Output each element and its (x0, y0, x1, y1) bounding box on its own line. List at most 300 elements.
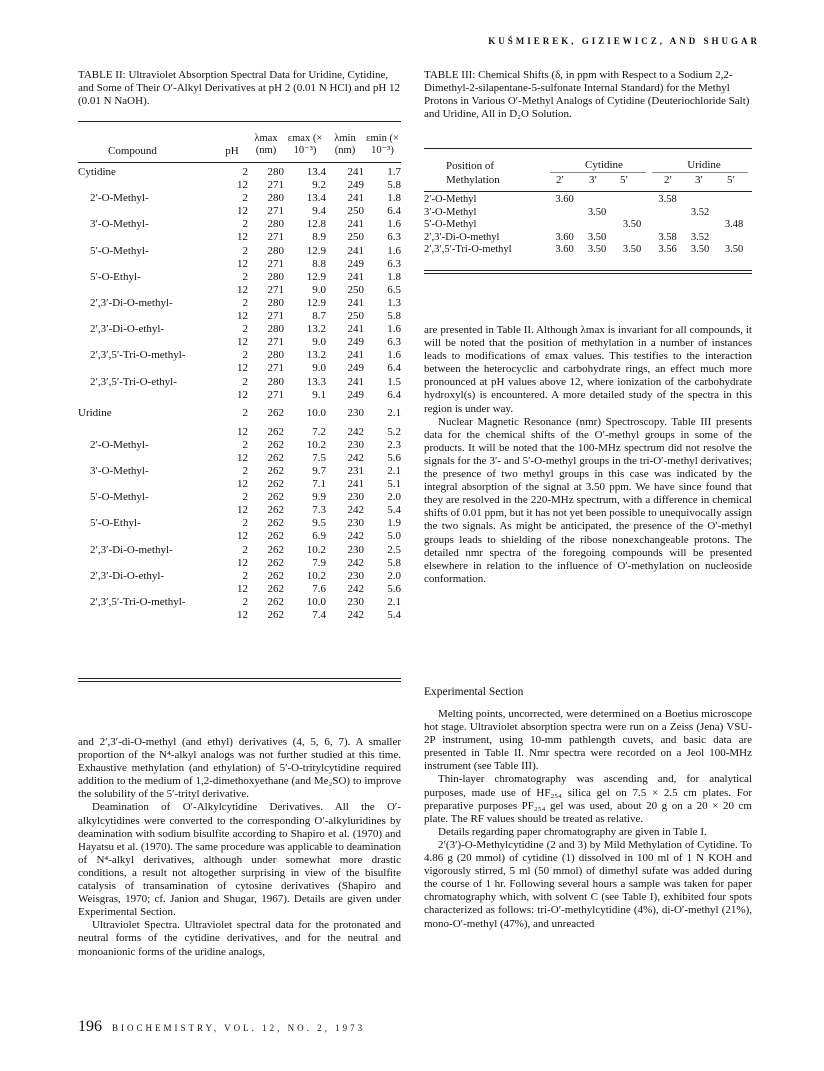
cell-emin: 6.4 (387, 205, 401, 218)
cell-shift (613, 232, 651, 245)
cell-emax: 13.2 (306, 323, 326, 336)
cell-compound: Cytidine (78, 166, 116, 178)
table-row (78, 205, 401, 218)
sub-c2: 2′ (556, 174, 564, 186)
cell-emin: 1.9 (387, 517, 401, 530)
cell-compound (78, 389, 216, 402)
cell-lmax: 280 (267, 323, 284, 336)
cell-emax: 10.0 (306, 407, 326, 420)
cell-emin: 2.3 (387, 438, 401, 451)
cell-ph: 12 (237, 310, 248, 323)
cell-compound: 2′,3′-Di-O-ethyl- (90, 323, 165, 336)
cell-lmax: 262 (267, 464, 284, 477)
cell-lmax: 262 (267, 609, 284, 621)
cell-ph: 2 (242, 218, 248, 231)
cell-lmin: 231 (347, 464, 364, 477)
cell-position: 2′,3′,5′-Tri-O-methyl (424, 244, 512, 255)
cell-shift (548, 207, 581, 220)
cell-lmax: 280 (267, 296, 284, 309)
table-row (78, 349, 401, 362)
cell-emin: 5.8 (387, 556, 401, 569)
cell-compound (78, 336, 216, 349)
cell-emin: 2.1 (387, 464, 401, 477)
cell-lmax: 262 (267, 451, 284, 464)
cell-lmax: 262 (267, 530, 284, 543)
page-number: 196 (78, 1018, 102, 1035)
table-row (78, 192, 401, 205)
cell-lmin: 250 (347, 205, 364, 218)
cell-emax: 10.0 (306, 595, 326, 608)
table-row (78, 179, 401, 192)
cell-lmax: 262 (267, 543, 284, 556)
table3-caption: TABLE III: Chemical Shifts (δ, in ppm with Respect to a Sodium 2,2-Dimethyl-2-silapentane-5-sulfonate Internal Standard) for the Methyl Protons in Various O′-Methyl Analogs of Cytidine (Deuteriochloride Salt) and Uridine, All in D₂O Solution. (424, 69, 750, 120)
cell-compound: 5′-O-Ethyl- (90, 270, 141, 283)
cell-lmax: 262 (267, 569, 284, 582)
cell-emax: 6.9 (312, 530, 326, 543)
table-row (78, 231, 401, 244)
cell-ph: 2 (242, 323, 248, 336)
cell-lmax: 271 (267, 283, 284, 296)
cell-compound: Uridine (78, 407, 112, 420)
cell-lmax: 271 (267, 257, 284, 270)
paragraph-nmr: Nuclear Magnetic Resonance (nmr) Spectroscopy. Table III presents data for the chemical shifts of the O′-methyl groups in some of the products. It will be noted that the 100-MHz spectrum did not resolve the signals for the 3′- and 5′-O-methyl groups in the tri-O′-methyl derivatives; the presence of two methyl groups in this case was indicated by the integral absorption of the signal at 3.50 ppm. We have since found that they are resolved in the 220-MHz spectrum, with a difference in chemical shifts of 0.01 ppm, but it has not yet been possible to unequivocally assign the two signals. As might be anticipated, the presence of the O′-methyl groups leads to shielding of the ribose nonexchangeable protons. The detailed nmr spectra of the foregoing compounds will be presented elsewhere in relation to the influence of O′-methylation on nucleoside conformation. (424, 415, 752, 585)
cell-compound (78, 258, 216, 271)
table3-header-rule (424, 191, 752, 192)
cell-ph: 2 (242, 192, 248, 205)
cell-shift: 3.50 (587, 231, 607, 243)
cell-lmax: 262 (267, 556, 284, 569)
cell-shift (684, 219, 716, 232)
cell-emax: 12.8 (306, 218, 326, 231)
table-row (78, 426, 401, 439)
cell-lmin: 250 (347, 231, 364, 244)
cell-ph: 12 (237, 609, 248, 621)
cell-emin: 2.5 (387, 543, 401, 556)
cell-lmax: 280 (267, 166, 284, 178)
cell-lmin: 242 (347, 504, 364, 517)
cell-lmin: 242 (347, 451, 364, 464)
cell-emin: 5.1 (387, 478, 401, 491)
paragraph-uv-spectra: Ultraviolet Spectra. Ultraviolet spectral data for the protonated and neutral forms of the cytidine derivatives, and for the neutral and monoanionic forms of the uridine analogs, (78, 919, 401, 958)
cell-emax: 9.4 (312, 205, 326, 218)
table3-top-rule (424, 148, 752, 149)
paragraph-derivatives: and 2′,3′-di-O-methyl (and ethyl) derivatives (4, 5, 6, 7). A smaller proportion of the N⁴-alkyl analogs was not further studied at this time. Exhaustive methylation (and ethylation) of 5′-O-tritylcytidine required addition to the medium of 1,2-dimethoxyethane (and Me₂SO) to improve the solubility of the 5′-trityl derivative. (78, 736, 401, 801)
table-row (424, 232, 752, 245)
cell-lmin: 230 (347, 407, 364, 420)
table-row (78, 504, 401, 517)
cell-lmin: 241 (347, 478, 364, 491)
cell-shift (613, 194, 651, 207)
table-row (78, 297, 401, 310)
cell-compound (78, 557, 216, 570)
header-uridine: Uridine (687, 159, 721, 171)
cell-lmin: 242 (347, 530, 364, 543)
cell-emin: 1.7 (387, 166, 401, 178)
cell-compound: 5′-O-Methyl- (90, 244, 149, 257)
cell-shift (581, 219, 613, 232)
header-lmin: λmin (nm) (334, 133, 356, 156)
cell-ph: 2 (242, 270, 248, 283)
cell-lmax: 271 (267, 205, 284, 218)
cell-emin: 6.3 (387, 336, 401, 349)
cell-compound (78, 504, 216, 517)
cell-shift (613, 207, 651, 220)
cell-lmin: 249 (347, 179, 364, 192)
cell-emin: 5.8 (387, 310, 401, 323)
cell-emin: 2.1 (387, 595, 401, 608)
cell-shift: 3.56 (658, 244, 677, 255)
cell-compound (78, 310, 216, 323)
cell-lmin: 241 (347, 192, 364, 205)
cell-emin: 1.3 (387, 296, 401, 309)
cell-ph: 12 (237, 362, 248, 375)
cell-compound: 2′,3′-Di-O-methyl- (90, 543, 173, 556)
cell-emax: 9.7 (312, 464, 326, 477)
cell-emax: 9.2 (312, 179, 326, 192)
cell-shift: 3.60 (555, 244, 574, 255)
cell-shift (684, 194, 716, 207)
cell-emax: 7.5 (312, 451, 326, 464)
cell-shift: 3.58 (658, 194, 677, 205)
table-row (78, 336, 401, 349)
cell-ph: 2 (242, 375, 248, 388)
cell-lmax: 271 (267, 362, 284, 375)
table-row (78, 323, 401, 336)
cell-position: 2′-O-Methyl (424, 194, 477, 205)
table-row (78, 544, 401, 557)
cell-shift: 3.48 (724, 219, 744, 230)
table-row (78, 389, 401, 402)
table-row (78, 478, 401, 491)
cell-shift: 3.50 (587, 206, 607, 218)
cytidine-span-rule (550, 172, 646, 173)
cell-emax: 9.1 (312, 388, 326, 401)
cell-emax: 12.9 (306, 244, 326, 257)
cell-emax: 9.0 (312, 362, 326, 375)
cell-shift: 3.52 (690, 206, 710, 218)
header-emax: εmax (× 10⁻³) (287, 133, 323, 156)
cell-lmax: 262 (267, 491, 284, 504)
cell-lmin: 241 (347, 296, 364, 309)
cell-compound: 5′-O-Methyl- (90, 491, 149, 504)
table2-caption: TABLE II: Ultraviolet Absorption Spectral Data for Uridine, Cytidine, and Some of Their O′-Alkyl Derivatives at pH 2 (0.01 N HCl) and pH 12 (0.01 N NaOH). (78, 69, 401, 107)
cell-emax: 13.2 (306, 349, 326, 362)
cell-lmax: 280 (267, 375, 284, 388)
table-row (78, 258, 401, 271)
cell-emin: 1.8 (387, 270, 401, 283)
cell-emin: 1.6 (387, 323, 401, 336)
cell-compound: 2′,3′,5′-Tri-O-methyl- (90, 349, 186, 362)
cell-ph: 12 (237, 556, 248, 569)
cell-emin: 1.8 (387, 192, 401, 205)
cell-lmax: 271 (267, 231, 284, 244)
cell-lmax: 262 (267, 478, 284, 491)
cell-lmin: 250 (347, 310, 364, 323)
cell-lmax: 271 (267, 179, 284, 192)
cell-lmin: 241 (347, 244, 364, 257)
cell-emax: 10.2 (306, 438, 326, 451)
cell-ph: 12 (237, 530, 248, 543)
cell-position: 5′-O-Methyl (424, 219, 477, 230)
cell-lmin: 241 (347, 323, 364, 336)
cell-position: 2′,3′-Di-O-methyl (424, 231, 500, 243)
cell-compound (78, 452, 216, 465)
cell-shift: 3.60 (555, 194, 574, 205)
table3-body (424, 194, 752, 257)
table2-header-rule (78, 162, 401, 163)
cell-position: 3′-O-Methyl (424, 206, 477, 218)
table-row (78, 583, 401, 596)
cell-emax: 7.1 (312, 478, 326, 491)
cell-ph: 12 (237, 336, 248, 349)
cell-emax: 13.4 (306, 166, 326, 178)
cell-emin: 5.6 (387, 451, 401, 464)
cell-emin: 1.6 (387, 244, 401, 257)
cell-compound (78, 478, 216, 491)
cell-emin: 5.2 (387, 425, 401, 438)
cell-ph: 12 (237, 504, 248, 517)
cell-ph: 2 (242, 543, 248, 556)
table-row (78, 218, 401, 231)
cell-shift: 3.50 (622, 244, 642, 255)
sub-c3: 3′ (589, 174, 597, 186)
cell-ph: 2 (242, 438, 248, 451)
cell-lmin: 230 (347, 569, 364, 582)
cell-ph: 12 (237, 478, 248, 491)
cell-ph: 2 (242, 296, 248, 309)
experimental-heading: Experimental Section (424, 686, 524, 698)
cell-lmin: 230 (347, 543, 364, 556)
cell-compound: 2′-O-Methyl- (90, 438, 149, 451)
cell-ph: 2 (242, 349, 248, 362)
paragraph-tlc: Thin-layer chromatography was ascending and, for analytical purposes, made use of HF₂₅₄ silica gel on 7.5 × 2.5 cm plates. For preparative purposes PF₂₅₄ gel was used, about 20 g on a 20 × 20 cm plate. The RF values should be treated as relative. (424, 773, 752, 825)
cell-shift (716, 232, 752, 245)
cell-emin: 1.6 (387, 349, 401, 362)
cell-compound: 3′-O-Methyl- (90, 464, 149, 477)
cell-lmax: 280 (267, 218, 284, 231)
table-row (78, 491, 401, 504)
cell-emin: 5.4 (387, 609, 401, 621)
cell-lmax: 262 (267, 595, 284, 608)
table-row (78, 530, 401, 543)
cell-emin: 2.0 (387, 491, 401, 504)
header-lmax: λmax (nm) (254, 133, 278, 156)
cell-shift: 3.58 (658, 231, 677, 243)
cell-emax: 7.9 (312, 556, 326, 569)
cell-compound: 2′-O-Methyl- (90, 192, 149, 205)
cell-ph: 12 (237, 231, 248, 244)
cell-lmax: 271 (267, 336, 284, 349)
cell-emin: 2.1 (387, 407, 401, 420)
uridine-span-rule (652, 172, 748, 173)
cell-ph: 2 (242, 491, 248, 504)
table-row (78, 557, 401, 570)
table-row (78, 310, 401, 323)
sub-u2: 2′ (664, 174, 672, 186)
cell-lmin: 230 (347, 517, 364, 530)
cell-emax: 8.7 (312, 310, 326, 323)
cell-emax: 7.2 (312, 425, 326, 438)
cell-ph: 2 (242, 464, 248, 477)
paragraph-deamination: Deamination of O′-Alkylcytidine Derivatives. All the O′-alkylcytidines were converted to the corresponding O′-alkyluridines by deamination with sodium bisulfite according to Shapiro et al. (1970) and Hayatsu et al. (1970). The same procedure was applicable to deamination of N⁴-alkyl derivatives, although under somewhat more drastic conditions, a result not altogether surprising in view of the bisulfite catalysis of transamination of cytosine derivatives (Shapiro and Weisgras, 1970; cf. Janion and Shugar, 1967). Details are given under Experimental Section. (78, 801, 401, 919)
cell-compound: 5′-O-Ethyl- (90, 517, 141, 530)
table-row (78, 284, 401, 297)
cell-compound: 2′,3′-Di-O-ethyl- (90, 569, 165, 582)
header-cytidine: Cytidine (585, 159, 623, 171)
cell-lmin: 230 (347, 438, 364, 451)
cell-ph: 12 (237, 283, 248, 296)
cell-lmax: 271 (267, 310, 284, 323)
cell-emin: 1.6 (387, 218, 401, 231)
cell-compound (78, 179, 216, 192)
cell-emax: 12.9 (306, 270, 326, 283)
cell-ph: 12 (237, 257, 248, 270)
cell-lmin: 241 (347, 166, 364, 178)
cell-lmin: 230 (347, 491, 364, 504)
cell-lmin: 241 (347, 349, 364, 362)
cell-emin: 6.3 (387, 257, 401, 270)
cell-lmax: 262 (267, 407, 284, 420)
cell-lmax: 280 (267, 192, 284, 205)
cell-emin: 5.8 (387, 179, 401, 192)
table-row (424, 244, 752, 257)
cell-lmin: 242 (347, 425, 364, 438)
table-row (78, 439, 401, 452)
cell-lmin: 241 (347, 375, 364, 388)
table-row (78, 362, 401, 375)
cell-ph: 12 (237, 451, 248, 464)
table-row (78, 402, 401, 426)
cell-emin: 2.0 (387, 569, 401, 582)
table-row (78, 452, 401, 465)
cell-shift (548, 219, 581, 232)
cell-emax: 12.9 (306, 296, 326, 309)
cell-compound (78, 362, 216, 375)
table3-bottom-rule (424, 270, 752, 274)
cell-emin: 5.0 (387, 530, 401, 543)
cell-ph: 2 (242, 244, 248, 257)
cell-lmax: 280 (267, 270, 284, 283)
paragraph-uv-continued: are presented in Table II. Although λmax is invariant for all compounds, it will be noted that the position of methylation in a number of instances leads to modifications of εmax values. This testifies to the interaction between the heterocyclic and carbohydrate rings, an effect much more pronounced at pH values above 12, where ionization of the carbohydrate hydroxyl(s) is encountered. A more detailed study of the spectra in this region is under way. (424, 324, 752, 415)
left-column-text (78, 736, 401, 959)
header-emin: εmin (× 10⁻³) (366, 133, 399, 156)
cell-emin: 5.6 (387, 582, 401, 595)
cell-shift: 3.50 (690, 244, 710, 255)
cell-compound (78, 205, 216, 218)
cell-lmin: 242 (347, 609, 364, 621)
cell-emin: 6.3 (387, 231, 401, 244)
cell-emax: 10.2 (306, 569, 326, 582)
cell-lmax: 262 (267, 438, 284, 451)
table-row (78, 245, 401, 258)
cell-lmax: 271 (267, 388, 284, 401)
cell-lmax: 280 (267, 349, 284, 362)
cell-shift: 3.52 (690, 231, 710, 243)
cell-shift (716, 207, 752, 220)
cell-emin: 5.4 (387, 504, 401, 517)
cell-lmax: 262 (267, 582, 284, 595)
cell-emax: 9.9 (312, 491, 326, 504)
cell-emax: 9.0 (312, 283, 326, 296)
cell-lmin: 249 (347, 257, 364, 270)
table2-top-rule (78, 121, 401, 122)
cell-compound (78, 284, 216, 297)
header-ph: pH (225, 145, 239, 157)
table-row (78, 376, 401, 389)
table-row (78, 271, 401, 284)
cell-lmin: 249 (347, 388, 364, 401)
cell-emax: 7.6 (312, 582, 326, 595)
table-row (424, 219, 752, 232)
cell-emin: 6.4 (387, 388, 401, 401)
table-row (78, 465, 401, 478)
cell-emax: 9.0 (312, 336, 326, 349)
experimental-text (424, 708, 752, 931)
table-row (78, 166, 401, 179)
cell-emax: 8.8 (312, 257, 326, 270)
cell-compound (78, 583, 216, 596)
cell-ph: 2 (242, 407, 248, 420)
table2-body (78, 166, 401, 622)
cell-lmax: 262 (267, 425, 284, 438)
cell-shift (581, 194, 613, 207)
table2-bottom-rule (78, 678, 401, 682)
table-row (78, 596, 401, 609)
cell-compound: 2′,3′-Di-O-methyl- (90, 296, 173, 309)
cell-lmax: 280 (267, 244, 284, 257)
right-column-text (424, 324, 752, 586)
cell-compound: 2′,3′,5′-Tri-O-methyl- (90, 595, 186, 608)
cell-emin: 6.5 (387, 283, 401, 296)
cell-lmin: 249 (347, 336, 364, 349)
sub-u5: 5′ (727, 174, 735, 186)
cell-shift: 3.50 (587, 244, 607, 255)
header-compound: Compound (108, 145, 157, 157)
cell-emax: 7.4 (312, 609, 326, 621)
cell-compound: 3′-O-Methyl- (90, 218, 149, 231)
cell-lmin: 241 (347, 270, 364, 283)
cell-ph: 2 (242, 595, 248, 608)
sub-u3: 3′ (695, 174, 703, 186)
cell-ph: 12 (237, 205, 248, 218)
cell-emax: 13.4 (306, 192, 326, 205)
cell-lmin: 250 (347, 283, 364, 296)
cell-shift (651, 219, 684, 232)
cell-compound: 2′,3′,5′-Tri-O-ethyl- (90, 375, 177, 388)
cell-shift: 3.50 (724, 244, 744, 255)
running-head: KUŚMIEREK, GIZIEWICZ, AND SHUGAR (488, 36, 760, 46)
cell-lmin: 241 (347, 218, 364, 231)
cell-emax: 9.5 (312, 517, 326, 530)
table-row (78, 609, 401, 622)
table2 (78, 125, 401, 157)
cell-lmax: 262 (267, 517, 284, 530)
cell-emin: 6.4 (387, 362, 401, 375)
table-row (78, 570, 401, 583)
cell-compound (78, 530, 216, 543)
table-row (424, 194, 752, 207)
cell-emax: 13.3 (306, 375, 326, 388)
cell-compound (78, 609, 216, 622)
cell-ph: 2 (242, 517, 248, 530)
header-position: Position of Methylation (446, 160, 500, 186)
paragraph-methods: Melting points, uncorrected, were determined on a Boetius microscope hot stage. Ultraviolet absorption spectra were run on a Zeiss (Jena) VSU-2P instrument, using 10-mm pathlength cuvets, and basic data are presented in Table II. Nmr spectra were recorded on a Jeol 100-MHz instrument (see Table III). (424, 708, 752, 773)
paragraph-methylation: 2′(3′)-O-Methylcytidine (2 and 3) by Mild Methylation of Cytidine. To 4.86 g (20 mmol) of cytidine (1) dissolved in 100 ml of 1 N KOH and vigorously stirred, 5 ml (50 mmol) of dimethyl sufate was added during the course of 1 hr. Following several hours a sample was taken for paper chromatography which, with solvent C (see Table I), exhibited four spots characterized as follows: tri-O′-methylcytidine (4%), di-O′-methyl (21%), mono-O′-methyl (47%), and unreacted (424, 838, 752, 930)
cell-lmin: 230 (347, 595, 364, 608)
cell-ph: 12 (237, 179, 248, 192)
cell-shift: 3.60 (555, 231, 574, 243)
paragraph-paper-chrom: Details regarding paper chromatography are given in Table I. (438, 825, 707, 838)
